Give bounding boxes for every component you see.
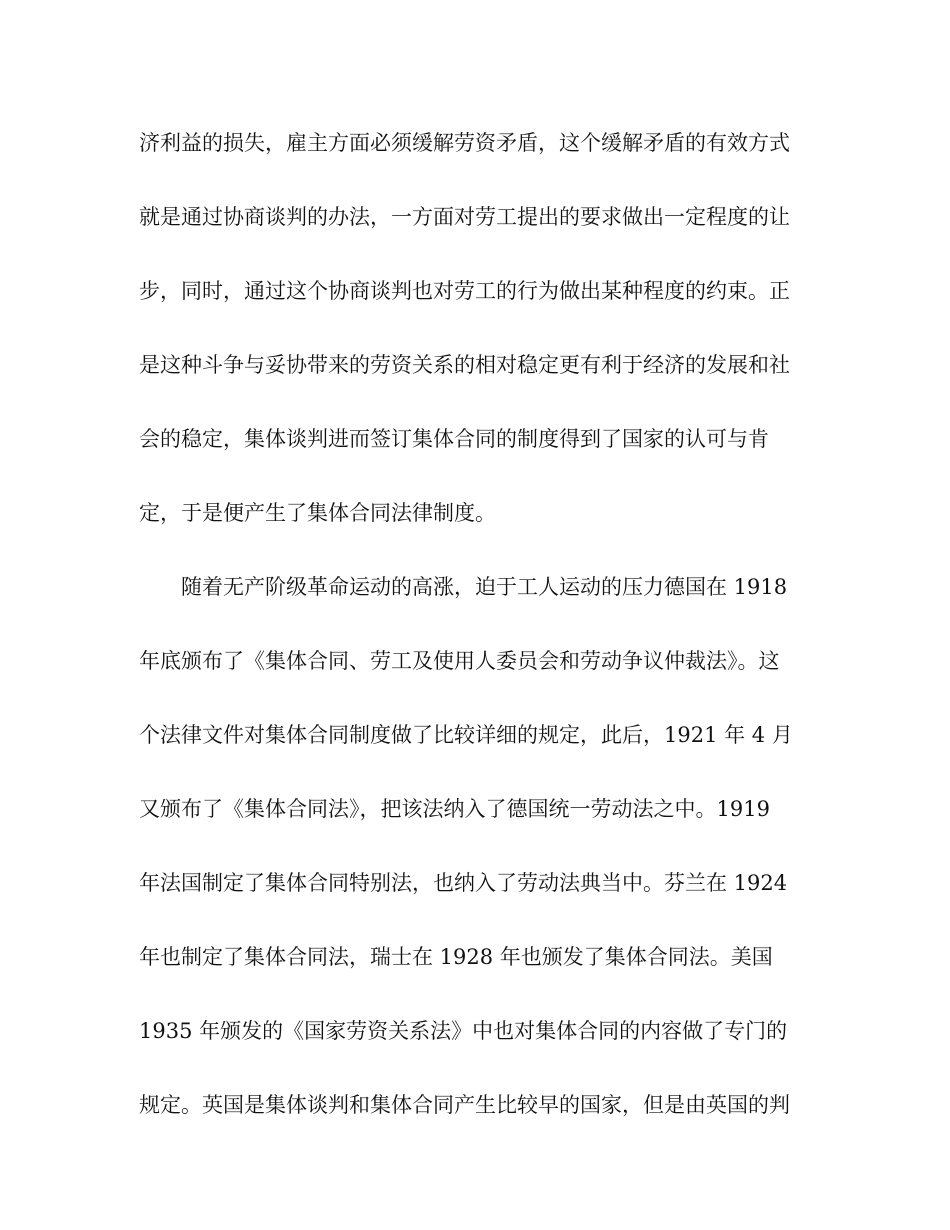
- text-line: 年法国制定了集体合同特别法，也纳入了劳动法典当中。芬兰在 1924: [139, 871, 788, 895]
- text-line: 会的稳定，集体谈判进而签订集体合同的制度得到了国家的认可与肯: [139, 427, 769, 451]
- text-line: 规定。英国是集体谈判和集体合同产生比较早的国家，但是由英国的判: [139, 1093, 790, 1117]
- text-line: 定，于是便产生了集体合同法律制度。: [139, 501, 496, 525]
- text-line: 年底颁布了《集体合同、劳工及使用人委员会和劳动争议仲裁法》。这: [139, 649, 780, 673]
- text-line: 是这种斗争与妥协带来的劳资关系的相对稳定更有利于经济的发展和社: [139, 353, 790, 377]
- body-text: [139, 122, 819, 1158]
- text-line: 1935 年颁发的《国家劳资关系法》中也对集体合同的内容做了专门的: [139, 1019, 788, 1043]
- text-line: 就是通过协商谈判的办法，一方面对劳工提出的要求做出一定程度的让: [139, 205, 790, 229]
- text-line: 济利益的损失，雇主方面必须缓解劳资矛盾，这个缓解矛盾的有效方式: [139, 131, 790, 155]
- text-line: 步，同时，通过这个协商谈判也对劳工的行为做出某种程度的约束。正: [139, 279, 790, 303]
- text-line: 个法律文件对集体合同制度做了比较详细的规定，此后，1921 年 4 月: [139, 723, 793, 747]
- paragraph-first-line: 随着无产阶级革命运动的高涨，迫于工人运动的压力德国在 1918: [181, 575, 788, 599]
- text-line: 又颁布了《集体合同法》，把该法纳入了德国统一劳动法之中。1919: [139, 797, 770, 821]
- text-line: 年也制定了集体合同法，瑞士在 1928 年也颁发了集体合同法。美国: [139, 945, 773, 969]
